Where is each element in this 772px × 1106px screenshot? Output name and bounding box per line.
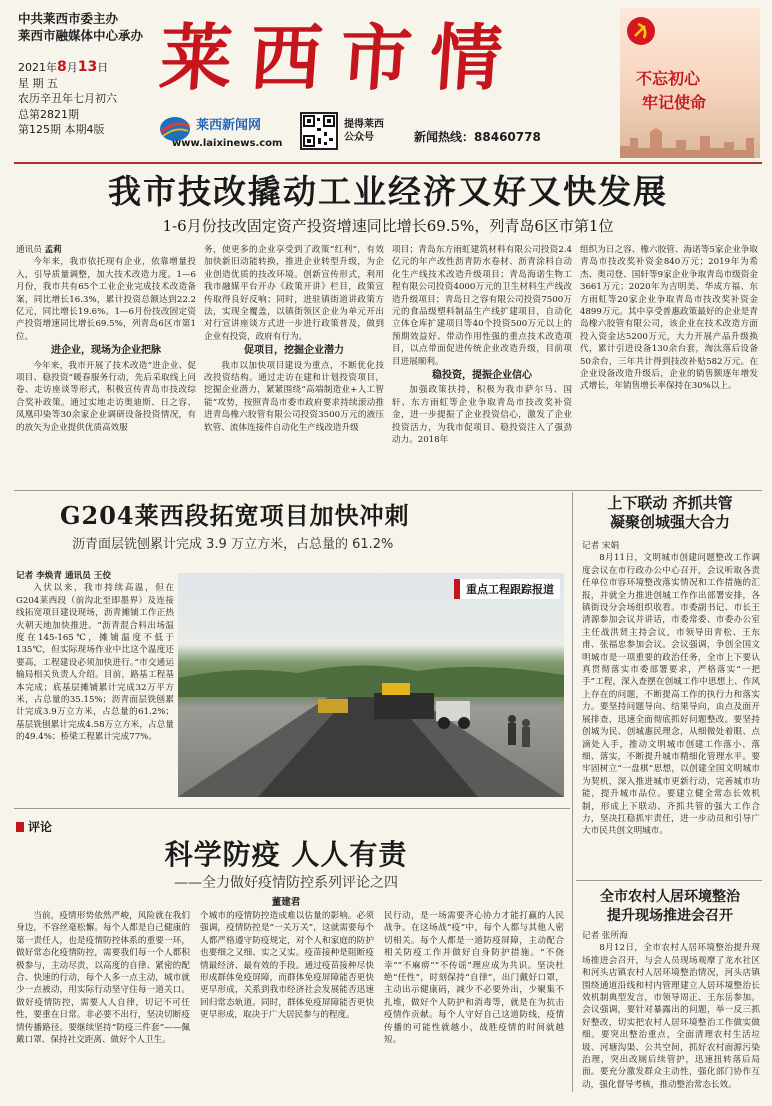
g204-road-photo <box>178 573 564 797</box>
slogan-line-2: 牢记使命 <box>642 93 707 112</box>
right-top-headline <box>580 494 760 532</box>
news-site-logo[interactable] <box>158 112 288 152</box>
photo-tag <box>454 579 560 599</box>
issue-line: 第125期 本期4版 <box>18 123 105 136</box>
qr-caption-1: 提得莱西 <box>344 119 384 130</box>
lead-col2-subhead: 促项目，挖掘企业潜力 <box>244 345 344 357</box>
lead-subhead: 1-6月份技改固定资产投资增速同比增长69.5%，列青岛6区市第1位 <box>162 217 614 235</box>
lead-col-3 <box>392 244 572 487</box>
commentary-col-2: 个城市的疫情防控造成难以估量的影响。必须强调，疫情防控是“一关万关”，这就需要每个人都严格遵守防疫规定，对个人和家庭的防护也要细之又细、实之又实。疫苗接种是阻断疫情最经济、最有效的手段。通过疫苗接种尽快形成群体免疫屏障，而群体免疫屏障能否更快更早形成，关系到我市经济社会发展能否迅速回归常态轨道。同时，群体免疫屏障能否更快更早形成，取决于广大居民参与的程度。 <box>200 911 374 1021</box>
right-bottom-body-text: 8月12日，全市农村人居环境整治提升现场推进会召开，与会人员现场观摩了龙水社区和河头店镇农村人居环境整治情况，河头店镇围绕通道沿线和村内管理建立人居环境整治长效机制典型发言，市领导周正、王东岳参加。会议强调，要针对暴露出的问题，举一反三抓好整改，切实把农村人居环境整治工作做实做细。要突出整治重点，全面清理农村生活垃圾、河塘沟渠、公共空间，抓好农村面源污染治理，突出改厕后续管护，迅速扭转落后局面。要充分激发群众主动性，强化部门协作互动，强化督导考核，推动整治常态长效。 <box>582 943 760 1090</box>
lead-col1-subhead: 进企业，现场为企业把脉 <box>51 345 161 357</box>
byline-name: 孟莉 <box>44 245 62 255</box>
party-emblem-icon <box>626 16 656 46</box>
qr-code-icon <box>302 114 336 148</box>
right-bottom-byline: 记者 张所海 <box>582 931 628 941</box>
org-line-1: 中共莱西市委主办 <box>18 11 119 26</box>
website-url[interactable]: www.laixinews.com <box>172 138 283 149</box>
slogan-line-1: 不忘初心 <box>636 69 701 88</box>
lead-col3-p2: 加强政策扶持，积极为我市萨尔马、国轩、东方雨虹等企业争取青岛市技改奖补资金，进一步提振了企业投资信心，激发了企业投资活力，为我市促项目、稳投资注入了强劲动力。2018年 <box>392 385 572 446</box>
lead-col-2 <box>204 244 384 487</box>
lead-headline: 我市技改撬动工业经济又好又快发展 <box>108 172 668 211</box>
news-hotline <box>414 128 541 145</box>
byline-label: 通讯员 <box>16 245 42 255</box>
city-skyline-icon <box>620 118 760 158</box>
lead-bottom-divider <box>14 490 762 491</box>
tag-marker-icon <box>16 822 24 832</box>
lead-col-1 <box>16 244 196 487</box>
lead-col1-p1: 今年来，我市依托现有企业，依靠增量投入，引导质量调整，加大技术改造力度。1—6月份，我市共有65个工业企业完成技术改造备案，同比增长16.3%，累计投资总额达到22.2亿元，同比增长19.6%。1—6月份技改固定资产投资增速同比增长69.5%，列青岛6区市第1位。 <box>16 257 196 342</box>
right-top-body <box>582 540 760 872</box>
commentary-tag-label: 评论 <box>28 820 53 834</box>
right-bottom-body <box>582 930 760 1100</box>
commentary-headline: 科学防疫 人人有责 <box>164 838 408 871</box>
commentary-col-3: 民行动，是一场需要齐心协力才能打赢的人民战争。在这场战“疫”中，每个人都与其他人密切相关。每个人都是一道防疫屏障，主动配合相关防疫工作并做好自身防护措施。“不侥幸”“不麻痹”“不传谣”理应成为共识。坚决杜绝“任性”，时刻保持“自律”，出门戴好口罩，主动出示健康码，减少不必要外出，少聚集不扎堆，做好个人防护和消毒等，就是在为抗击疫情作贡献。每个人守好自己这道防线，疫情传播的可能性就越小，战胜疫情的时间就越短。 <box>384 911 564 1046</box>
date-day-unit: 日 <box>97 61 109 74</box>
date-year: 2021年 <box>18 61 57 74</box>
lead-byline <box>16 244 196 256</box>
lead-col3-p1: 项目；青岛东方雨虹建筑材料有限公司投资2.4亿元的年产改性沥青防水卷材、沥青涂料自动化生产线技术改造升级项目；青岛海诺生物工程有限公司投资4000万元的卫生材料生产线改造升级项目；青岛日之容有限公司投资7500万元的食品级塑料制品生产线扩建项目，自动化立体仓库扩建项目等40个投资500万元以上的预期效益好、带动作用性强的重点技术改造项目，以点带面促进传统企业改造升级，目前项目进展顺利。 <box>392 245 572 367</box>
right-top-body-text: 8月11日，文明城市创建问题整改工作调度会议在市行政办公中心召开，会议听取各责任单位市容环境整改落实情况和工作措施的汇报，并就全力推进创城工作作出部署安排，各镇街设分会场组织收看。市委副书记、市长王清源参加会议并讲话，市委常委、市委办公室主任战洪贤主持会议，市领导田青松、王东甫、张福忠参加会议。会议强调，争创全国文明城市是一项重要的政治任务，全市上下要认真贯彻落实市委部署要求，严格落实“一把手”工程，深入查摆在创城工作中思想上、作风上存在的问题，不断提高工作的执行力和落实力。要坚持问题导向、结果导向，由点及面开展排查，迅速全面彻底抓好问题整改。要坚持创城为民、创城惠民理念，从细微处着眼、点滴处入手，推动文明城市创建工作落小、落细、落实，不断提升城市精细化管理水平。要牢固树立“一盘棋”思想，以创建全国文明城市为契机，深入推进城市更新行动，完善城市功能，提升城市品位。要建立健全常态长效机制，形成上下联动、齐抓共管的强大工作合力，坚决扛稳抓牢责任，进一步动员和引导广大市民共创文明城市。 <box>582 553 760 837</box>
weekday: 星 期 五 <box>18 76 58 90</box>
org-line-2: 莱西市融媒体中心承办 <box>18 28 144 43</box>
right-bottom-headline-1: 全市农村人居环境整治 <box>600 889 740 905</box>
lead-col4-p1: 组织为日之容、橡六胶管、海诺等5家企业争取青岛市技改奖补资金840万元；2019年为希杰、奥司登、国轩等9家企业争取青岛市级资金3661万元；2020年为吉明美、华成方福、东方雨虹等20家企业争取青岛市技改奖补资金4899万元。其中享受普惠政策最好的企业是青岛橡六胶管有限公司，该企业在技术改造方面投入资金达5200万元，大力开展产品升级换代，累计引进设备130余台套，淘汰落后设备50余台，三年共计得到技改补贴582万元。在企业设备改造升级后，企业的销售额逐年增发式增长，年销售增长率保持在30%以上。 <box>580 245 758 392</box>
commentary-tag <box>16 818 52 835</box>
logo-name: 莱西新闻网 <box>196 118 262 133</box>
masthead-org <box>18 10 178 44</box>
hotline-label: 新闻热线： <box>414 130 475 144</box>
commentary-author: 董建君 <box>271 897 301 908</box>
masthead-divider <box>14 162 762 164</box>
g204-headline: G204莱西段拓宽项目加快冲刺 <box>60 501 410 530</box>
right-top-headline-2: 凝聚创城强大合力 <box>609 513 730 531</box>
lead-col3-subhead: 稳投资，提振企业信心 <box>432 370 532 382</box>
right-bottom-headline-2: 提升现场推进会召开 <box>607 908 733 924</box>
right-column-divider <box>572 492 573 1092</box>
date-day: 13 <box>77 59 98 75</box>
slogan-banner <box>620 8 760 158</box>
commentary-col-1: 当前，疫情形势依然严峻，风险就在我们身边，不容丝毫松懈。每个人都是自己健康的第一责任人，也是疫情防控体系的重要一环，做好常态化疫情防控，需要我们每一个人都积极参与，主动尽责，以高度的自律、紧密的配合、快速的行动，每个人多一点主动，城市就少一点被动，用实际行动坚守住每一道关口。做好疫情防控，需要人人自律，切记不可任性，要重在日常。非必要不出行，坚决切断疫情传播路径。要继续坚持“防疫三件套”——佩戴口罩、保持社交距离、做好个人卫生。 <box>16 911 190 1046</box>
qr-caption <box>344 118 384 144</box>
lead-col2-p2: 我市以加快项目建设为重点，不断优化技改投资结构。通过走访在建和计划投资项目，挖掘企业潜力，紧紧围绕“高端制造业+人工智能”攻势，按照青岛市委市政府要求持续滚动推进青岛橡六胶管有限公司投资3500万元的液压软管、流体连接件自动化生产线改造升级 <box>204 360 384 433</box>
issue-date <box>18 60 168 76</box>
commentary-divider <box>14 808 570 809</box>
lead-col2-p1: 务，使更多的企业享受到了政策“红利”，有效加快新旧动能转换，推进企业转型升级，为企业创造优质的技改环境。创新宣传形式，利用我市融媒平台开办《政策开讲》栏目，政策宣传取得良好反响；同时，进驻镇街道讲政策方法，实现全覆盖，以镇街领区企业为单元开出对行宣讲座谈方式进一步进行政策普及，做到企业有投资，政府有行为。 <box>204 245 384 342</box>
masthead-title: 莱西市情 <box>157 15 524 100</box>
g204-body-text: 入伏以来，我市持续高温，但在G204莱西段（前沟北至即墨界）及连接线拓宽项目建设现场，沥青摊铺工作正热火朝天地加快推进。“沥青混合料出场温度在145-165℃，摊铺温度不低于135℃，但实际现场作业中比这个温度还要高，工程建设必须加快进行。”市交通运输局相关负责人介绍。目前，路基工程基本完成；底基层摊铺累计完成32万平方米，占总量的35.15%；沥青面层铣刨累计完成3.9万立方米，占总量的61.2%；基层铣刨累计完成4.58万立方米，占总量的49.4%；桥梁工程累计完成77%。 <box>16 583 174 743</box>
lead-col1-p2: 今年来，我市开展了技术改造“进企业、促项目、稳投资”暖春服务行动，先后采取线上问卷、走访座谈等形式，积极宣传青岛市技改综合奖补政策。通过实地走访奥迪斯、日之容、凤凰印染等30余家企业调研设备投资情况，有的放矢为企业提供优质高效服 <box>16 360 196 433</box>
right-top-headline-1: 上下联动 齐抓共管 <box>607 494 733 512</box>
date-month-unit: 月 <box>66 61 78 74</box>
hotline-number: 88460778 <box>474 130 541 144</box>
date-month: 8 <box>57 59 67 75</box>
g204-subhead: 沥青面层铣刨累计完成 3.9 万立方米，占总量的 61.2% <box>72 537 394 552</box>
masthead-date-block <box>18 60 168 138</box>
g204-byline: 记者 李焕青 通讯员 王佼 <box>16 571 111 581</box>
right-mid-divider <box>576 880 762 881</box>
lead-col-4 <box>580 244 758 487</box>
road-paving-illustration <box>178 573 564 797</box>
right-bottom-headline <box>580 888 760 926</box>
g204-body <box>16 570 174 795</box>
commentary-subhead: ——全力做好疫情防控系列评论之四 <box>174 875 398 891</box>
issue-total: 总第2821期 <box>18 107 79 121</box>
qr-caption-2: 公众号 <box>344 132 374 143</box>
lunar-date: 农历辛丑年七月初六 <box>18 92 117 105</box>
qr-code[interactable] <box>300 112 338 150</box>
photo-tag-label: 重点工程跟踪报道 <box>466 583 554 596</box>
right-top-byline: 记者 宋娟 <box>582 541 620 551</box>
